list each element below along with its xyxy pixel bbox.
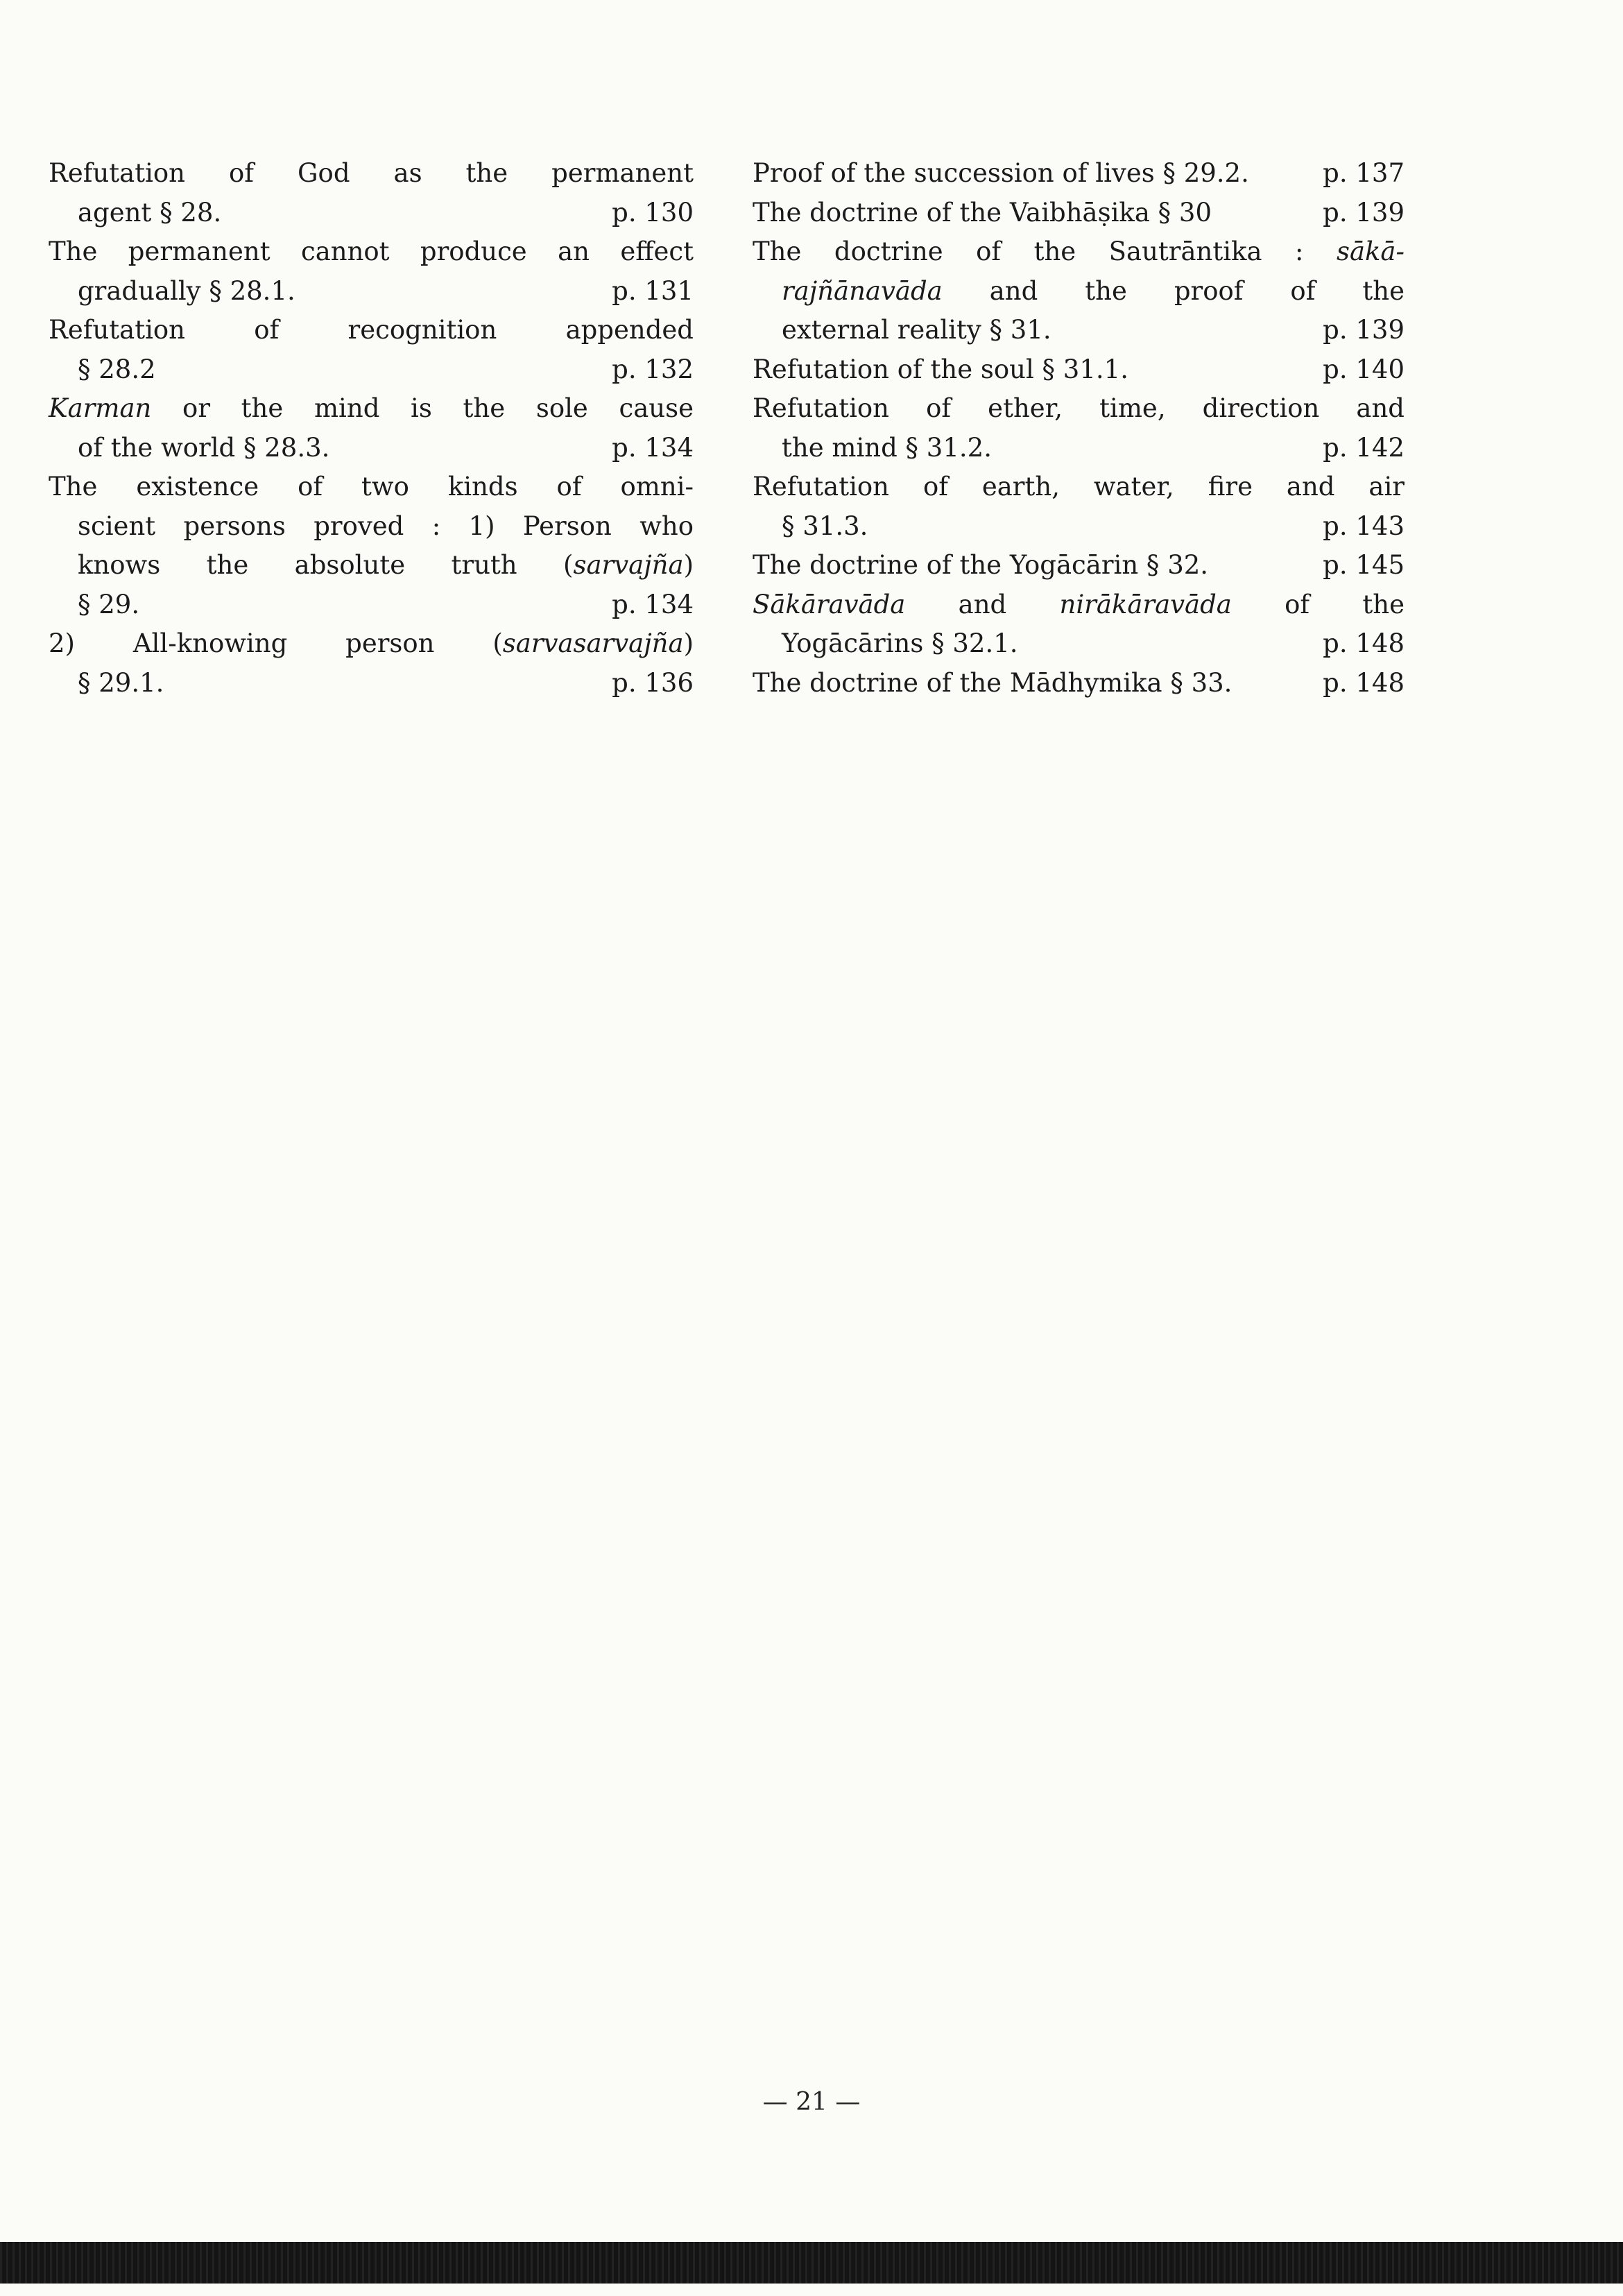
toc-text: The doctrine of the Vaibhāṣika § 30 bbox=[753, 197, 1212, 228]
toc-text: of the world § 28.3. bbox=[78, 432, 330, 463]
toc-page-number: p. 139 bbox=[1323, 197, 1405, 228]
toc-page-number: p. 132 bbox=[612, 354, 694, 384]
toc-text bbox=[78, 546, 694, 585]
toc-text-rest: ) bbox=[683, 628, 694, 658]
toc-line bbox=[49, 585, 694, 625]
toc-page-number: p. 137 bbox=[1323, 158, 1405, 188]
toc-text: Refutation of the soul § 31.1. bbox=[753, 354, 1128, 384]
toc-page-number: p. 140 bbox=[1323, 354, 1405, 384]
toc-text: § 29. bbox=[78, 589, 140, 619]
toc-text-pre: knows the absolute truth ( bbox=[78, 550, 574, 580]
toc-text-rest: ) bbox=[683, 550, 694, 580]
toc-line bbox=[753, 664, 1405, 703]
toc-text-rest: or the mind is the sole cause bbox=[151, 393, 694, 423]
toc-entry bbox=[49, 468, 694, 624]
toc-text: § 31.3. bbox=[782, 511, 868, 541]
toc-text: The permanent cannot produce an effect bbox=[49, 237, 694, 266]
toc-text: The doctrine of the Mādhymika § 33. bbox=[753, 667, 1233, 698]
toc-text: agent § 28. bbox=[78, 197, 222, 228]
page-number-footer: — 21 — bbox=[762, 2088, 861, 2116]
toc-entry bbox=[753, 546, 1405, 585]
toc-page-number: p. 139 bbox=[1323, 315, 1405, 345]
toc-line bbox=[753, 350, 1405, 390]
toc-text: § 29.1. bbox=[78, 667, 164, 698]
toc-line bbox=[49, 311, 694, 350]
toc-line bbox=[753, 507, 1405, 547]
toc-line bbox=[49, 194, 694, 233]
toc-page-number: p. 134 bbox=[612, 589, 694, 619]
toc-italic-term: nirākāravāda bbox=[1059, 589, 1232, 619]
toc-text bbox=[49, 389, 694, 429]
toc-entry bbox=[49, 624, 694, 703]
toc-line bbox=[753, 154, 1405, 194]
toc-entry bbox=[49, 311, 694, 389]
toc-line bbox=[753, 429, 1405, 468]
toc-text: Refutation of earth, water, fire and air bbox=[753, 472, 1405, 502]
toc-text: The doctrine of the Yogācārin § 32. bbox=[753, 550, 1209, 580]
toc-line bbox=[753, 585, 1405, 625]
toc-page-number: p. 142 bbox=[1323, 432, 1405, 463]
toc-text: Yogācārins § 32.1. bbox=[782, 628, 1018, 658]
toc-entry bbox=[753, 154, 1405, 194]
toc-italic-term: sākā- bbox=[1336, 237, 1405, 266]
toc-page-number: p. 131 bbox=[612, 275, 694, 306]
toc-text bbox=[753, 232, 1405, 272]
toc-text bbox=[753, 585, 1405, 625]
toc-line bbox=[49, 429, 694, 468]
toc-page-number: p. 148 bbox=[1323, 628, 1405, 658]
toc-right-column bbox=[753, 154, 1405, 703]
toc-line bbox=[753, 272, 1405, 311]
toc-line bbox=[49, 507, 694, 547]
toc-page-number: p. 148 bbox=[1323, 667, 1405, 698]
toc-text: gradually § 28.1. bbox=[78, 275, 295, 306]
toc-line bbox=[753, 311, 1405, 350]
toc-entry bbox=[49, 232, 694, 311]
toc-entry bbox=[753, 468, 1405, 546]
toc-page-number: p. 130 bbox=[612, 197, 694, 228]
toc-line bbox=[753, 389, 1405, 429]
toc-entry bbox=[753, 232, 1405, 350]
toc-line bbox=[49, 664, 694, 703]
toc-entry bbox=[49, 154, 694, 232]
toc-text-pre: 2) All-knowing person ( bbox=[49, 628, 503, 658]
toc-entry bbox=[753, 664, 1405, 703]
toc-text: Proof of the succession of lives § 29.2. bbox=[753, 158, 1249, 188]
toc-entry bbox=[753, 585, 1405, 664]
toc-text-rest: and the proof of the bbox=[942, 275, 1405, 306]
toc-text-post: of the bbox=[1231, 589, 1405, 619]
toc-text: scient persons proved : 1) Person who bbox=[78, 511, 694, 541]
toc-entry bbox=[753, 389, 1405, 468]
toc-text-pre: The doctrine of the Sautrāntika : bbox=[753, 237, 1337, 266]
toc-text: Refutation of God as the permanent bbox=[49, 158, 694, 188]
toc-line bbox=[49, 272, 694, 311]
toc-text bbox=[49, 624, 694, 664]
toc-entry bbox=[49, 389, 694, 468]
scan-edge-bar bbox=[0, 2242, 1623, 2284]
toc-italic-term: sarvajña bbox=[573, 550, 684, 580]
toc-text: Refutation of recognition appended bbox=[49, 315, 694, 345]
toc-line bbox=[49, 154, 694, 194]
toc-text: external reality § 31. bbox=[782, 315, 1051, 345]
toc-page-number: p. 136 bbox=[612, 667, 694, 698]
toc-page-number: p. 134 bbox=[612, 432, 694, 463]
toc-italic-term: sarvasarvajña bbox=[502, 628, 684, 658]
toc-italic-term: Sākāravāda bbox=[753, 589, 906, 619]
toc-entry bbox=[753, 194, 1405, 233]
toc-text: the mind § 31.2. bbox=[782, 432, 992, 463]
toc-line bbox=[753, 624, 1405, 664]
toc-line bbox=[49, 232, 694, 272]
toc-line bbox=[49, 350, 694, 390]
toc-line bbox=[753, 194, 1405, 233]
toc-line bbox=[49, 389, 694, 429]
toc-left-column bbox=[49, 154, 694, 703]
toc-text bbox=[782, 272, 1405, 311]
toc-line bbox=[49, 546, 694, 585]
toc-italic-term: Karman bbox=[49, 393, 152, 423]
toc-text: § 28.2 bbox=[78, 354, 156, 384]
toc-page-number: p. 143 bbox=[1323, 511, 1405, 541]
toc-line bbox=[49, 624, 694, 664]
toc-line bbox=[753, 468, 1405, 507]
toc-line bbox=[753, 232, 1405, 272]
toc-italic-term: rajñānavāda bbox=[782, 275, 943, 306]
toc-text-rest: and bbox=[905, 589, 1060, 619]
toc-line bbox=[753, 546, 1405, 585]
toc-entry bbox=[753, 350, 1405, 390]
toc-text: The existence of two kinds of omni- bbox=[49, 472, 694, 502]
toc-text: Refutation of ether, time, direction and bbox=[753, 393, 1405, 423]
toc-line bbox=[49, 468, 694, 507]
toc-page-number: p. 145 bbox=[1323, 550, 1405, 580]
